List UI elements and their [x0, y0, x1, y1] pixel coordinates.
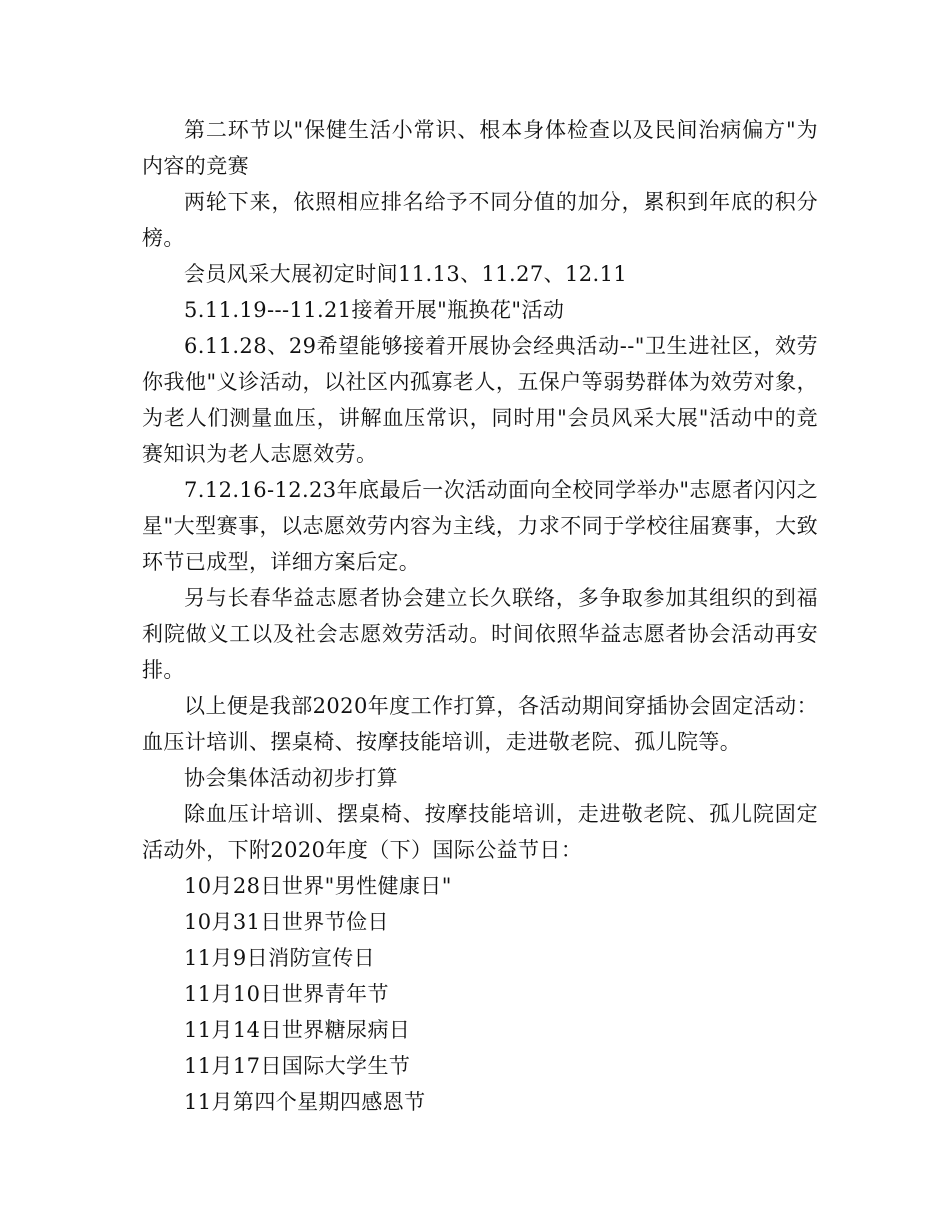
- list-item-holiday: 11月14日世界糖尿病日: [184, 1018, 411, 1042]
- list-item-holiday: 10月28日世界"男性健康日": [184, 874, 452, 898]
- paragraph-item-5: 5.11.19---11.21接着开展"瓶换花"活动: [184, 298, 565, 322]
- paragraph-member-showcase-dates: 会员风采大展初定时间11.13、11.27、12.11: [184, 262, 628, 286]
- paragraph-item-6: 6.11.28、29希望能够接着开展协会经典活动--"卫生进社区，效劳你我他"义诊活动，以社区内孤寡老人，五保户等弱势群体为效劳对象，为老人们测量血压，讲解血压常识，同时用"会员风采大展"活动中的竞赛知识为老人志愿效劳。: [142, 334, 818, 466]
- paragraph-scoring: 两轮下来，依照相应排名给予不同分值的加分，累积到年底的积分榜。: [142, 190, 818, 250]
- paragraph-holidays-intro: 除血压计培训、摆桌椅、按摩技能培训，走进敬老院、孤儿院固定活动外，下附2020年度（下）国际公益节日：: [142, 802, 818, 862]
- list-item-holiday: 11月17日国际大学生节: [184, 1054, 411, 1078]
- list-item-holiday: 11月第四个星期四感恩节: [184, 1090, 426, 1114]
- document-body: [142, 112, 818, 1120]
- paragraph-group-plan-heading: 协会集体活动初步打算: [184, 766, 398, 790]
- list-item-holiday: 10月31日世界节俭日: [184, 910, 389, 934]
- list-item-holiday: 11月9日消防宣传日: [184, 946, 376, 970]
- paragraph-summary: 以上便是我部2020年度工作打算，各活动期间穿插协会固定活动：血压计培训、摆桌椅、按摩技能培训，走进敬老院、孤儿院等。: [142, 694, 818, 754]
- paragraph-partnership: 另与长春华益志愿者协会建立长久联络，多争取参加其组织的到福利院做义工以及社会志愿效劳活动。时间依照华益志愿者协会活动再安排。: [142, 586, 818, 682]
- list-item-holiday: 11月10日世界青年节: [184, 982, 389, 1006]
- paragraph-contest-second-round: 第二环节以"保健生活小常识、根本身体检查以及民间治病偏方"为内容的竞赛: [142, 118, 818, 178]
- paragraph-item-7: 7.12.16-12.23年底最后一次活动面向全校同学举办"志愿者闪闪之星"大型赛事，以志愿效劳内容为主线，力求不同于学校往届赛事，大致环节已成型，详细方案后定。: [142, 478, 818, 574]
